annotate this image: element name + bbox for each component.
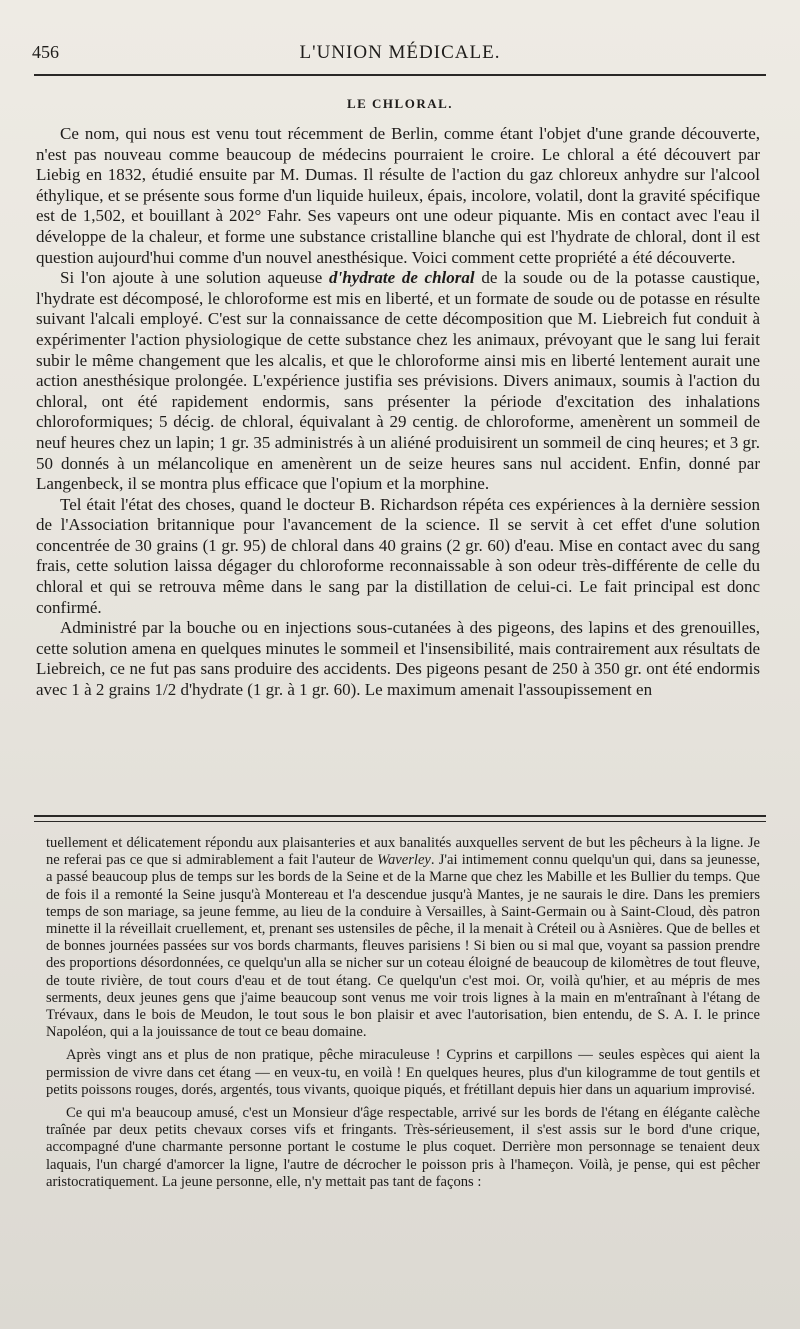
- paragraph-text: Ce nom, qui nous est venu tout récemment de Berlin, comme étant l'objet d'une grande découverte, n'est pas nouveau comme beaucoup de médecins pourraient le croire. Le chloral a été découvert par Liebig en 1832, étudié ensuite par M. Dumas. Il résulte de l'action du gaz chloreux anhydre sur l'alcool éthylique, et se présente sous forme d'un liquide huileux, épais, incolore, volatil, dont la gravité spécifique est de 1,502, et bouillant à 202° Fahr. Ses vapeurs ont une odeur piquante. Mis en contact avec l'eau il développe de la chaleur, et forme une substance cristalline blanche qui est l'hydrate de chloral, dont il est question aujourd'hui comme d'un nouvel anesthésique. Voici comment cette propriété a été découverte.: [36, 124, 760, 267]
- feuilleton-paragraph: [46, 835, 760, 1041]
- article-paragraph: [36, 618, 760, 700]
- running-title: L'UNION MÉDICALE.: [299, 42, 501, 63]
- feuilleton-paragraph: [46, 1105, 760, 1191]
- page-header: [32, 42, 768, 72]
- article-paragraph: [36, 268, 760, 495]
- italic-term: d'hydrate de chloral: [329, 268, 475, 288]
- paragraph-text: Ce qui m'a beaucoup amusé, c'est un Monsieur d'âge respectable, arrivé sur les bords de l'étang en élégante calèche traînée par deux petits chevaux corses vifs et fringants. Très-sérieusement, il s'est assis sur le bord d'une crique, accompagné d'une charmante personne portant le costume le plus coquet. Derrière mon personnage se tenaient deux laquais, l'un chargé d'amorcer la ligne, l'autre de décrocher le poisson pris à l'hameçon. Voilà, je pense, qui est pêcher aristocratiquement. La jeune personne, elle, n'y mettait pas tant de façons :: [46, 1105, 760, 1190]
- feuilleton-body: [46, 835, 760, 1197]
- article-paragraph: [36, 495, 760, 619]
- article-paragraph: [36, 124, 760, 268]
- page-number: 456: [32, 42, 59, 62]
- italic-title: Waverley: [377, 852, 431, 869]
- paragraph-text: Tel était l'état des choses, quand le docteur B. Richardson répéta ces expériences à la dernière session de l'Association britannique pour l'avancement de la science. Il se servit à cet effet d'une solution concentrée de 30 grains (1 gr. 95) de chloral dans 40 grains (2 gr. 60) d'eau. Mise en contact avec du sang frais, cette solution laissa dégager du chloroforme reconnaissable à son odeur très-différente de celle du chloral et qui se retrouva même dans le sang par la distillation de celui-ci. Le fait principal est donc confirmé.: [36, 494, 760, 617]
- feuilleton-divider: [34, 815, 766, 822]
- article-body: [36, 124, 760, 701]
- paragraph-text: Administré par la bouche ou en injections sous-cutanées à des pigeons, des lapins et des grenouilles, cette solution amena en quelques minutes le sommeil et l'insensibilité, mais contrairement aux résultats de Liebreich, ce ne fut pas sans produire des accidents. Des pigeons pesant de 250 à 350 gr. ont été endormis avec 1 à 2 grains 1/2 d'hydrate (1 gr. à 1 gr. 60). Le maximum amenait l'assoupissement en: [36, 618, 760, 700]
- paragraph-text: . J'ai intimement connu quelqu'un qui, dans sa jeunesse, a passé beaucoup plus de temps sur les bords de la Seine et de la Marne que chez les Mabille et les Bullier du temps. Que de fois il a remonté la Seine jusqu'à Montereau et l'a descendue jusqu'à Mantes, je ne saurais le dire. Dans les premiers temps de son mariage, sa jeune femme, au lieu de la conduire à Versailles, à Saint-Germain ou à Saint-Cloud, dès patron minette il la réveillait cruellement, et, prenant ses ustensiles de pêche, il la menait à Créteil ou à Asnières. Que de belles et de bonnes journées passées sur vos bords charmants, fleuves parisiens ! Si bien ou si mal que, voyant sa passion prendre des proportions désordonnées, ce quelqu'un alla se nicher sur un coteau éloigné de beaucoup de kilomètres de tout fleuve, de toute rivière, de tout cours d'eau et de tout étang. Ce quelqu'un c'est moi. Or, voilà qu'hier, et au mépris de mes serments, deux jeunes gens que j'aime beaucoup sont venus me voir trois lignes à la main en m'entraînant à l'étang de Trévaux, dans le bois de Meudon, le tout sous le bon plaisir et avec l'autorisation, bien entendu, de S. A. I. le prince Napoléon, qui a la jouissance de tout ce beau domaine.: [46, 852, 761, 1041]
- paragraph-text: de la soude ou de la potasse caustique, l'hydrate est décomposé, le chloroforme est mis en liberté, et un formate de soude ou de potasse en résulte suivant l'alcali employé. C'est sur la connaissance de cette décomposition que M. Liebreich fut conduit à expérimenter l'action physiologique de cette substance chez les animaux, prévoyant que le sang lui ferait subir le même changement que les alcalis, et que le chloroforme ainsi mis en liberté lentement aurait une action anesthésique prolongée. L'expérience justifia ses prévisions. Divers animaux, soumis à l'action du chloral, ont été rapidement endormis, sans présenter la période d'excitation des inhalations chloroformiques; 5 décig. de chloral, équivalant à 29 centig. de chloroforme, amenèrent un sommeil de neuf heures chez un lapin; 1 gr. 35 administrés à un aliéné produisirent un sommeil de cinq heures; et 3 gr. 50 donnés à un mélancolique en amenèrent un de seize heures sans nul accident. Enfin, donné par Langenbeck, il se montra plus efficace que l'opium et la morphine.: [36, 268, 760, 494]
- paragraph-text: tuellement et délicatement répondu aux plaisanteries et aux banalités auxquelles servent de but les pêcheurs à la ligne. Je ne referai pas ce que si admirablement a fait l'auteur de: [46, 835, 760, 869]
- paragraph-text: Après vingt ans et plus de non pratique, pêche miraculeuse ! Cyprins et carpillons — seules espèces qui aient la permission de vivre dans cet étang — en veux-tu, en voilà ! En quelques heures, plus d'un kilogramme de tout gentils et petits poissons rouges, dorés, argentés, tous vivants, quoique piqués, et frétillant depuis hier dans un aquarium improvisé.: [46, 1047, 760, 1098]
- feuilleton-paragraph: [46, 1047, 760, 1099]
- article-title: LE CHLORAL.: [346, 96, 454, 111]
- paragraph-text: Si l'on ajoute à une solution aqueuse: [60, 268, 330, 288]
- header-rule: [34, 74, 766, 76]
